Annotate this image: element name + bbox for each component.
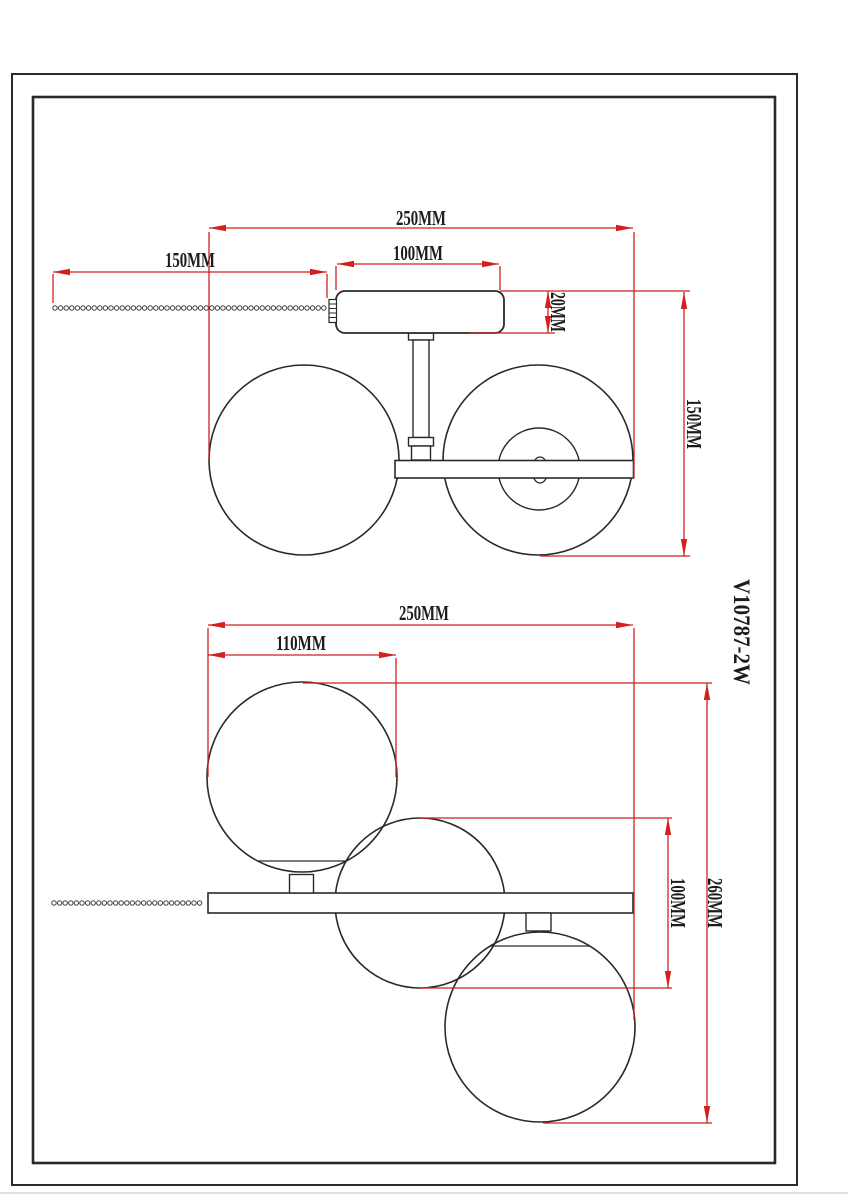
chain-bead: [226, 306, 230, 310]
chain-bead: [282, 306, 286, 310]
chain-bead: [147, 901, 151, 905]
chain-bead: [91, 901, 95, 905]
chain-bead: [271, 306, 275, 310]
chain-bead: [53, 306, 57, 310]
globe-top-outline: [207, 682, 397, 872]
chain-bead: [169, 901, 173, 905]
chain-bead: [119, 901, 123, 905]
chain-bead: [159, 306, 163, 310]
dim-250-label: 250MM: [396, 206, 447, 230]
chain-bead: [294, 306, 298, 310]
chain-bead: [108, 901, 112, 905]
pull-chain-side-view: [53, 306, 326, 310]
chain-bead: [299, 306, 303, 310]
chain-bead: [52, 901, 56, 905]
chain-bead: [81, 306, 85, 310]
chain-bead: [182, 306, 186, 310]
chain-bead: [215, 306, 219, 310]
stem-bottom-flange: [409, 438, 434, 447]
dim-150-label: 150MM: [165, 248, 216, 272]
chain-bead: [305, 306, 309, 310]
front-view-dimensions: [208, 601, 727, 1123]
side-view-dimensions: [53, 206, 706, 556]
pull-switch-connector: [329, 300, 337, 323]
chain-bead: [198, 306, 202, 310]
dim-100-label: 100MM: [393, 241, 444, 265]
chain-bead: [158, 901, 162, 905]
chain-bead: [86, 306, 90, 310]
chain-bead: [69, 901, 73, 905]
chain-bead: [125, 901, 129, 905]
chain-bead: [70, 306, 74, 310]
chain-bead: [186, 901, 190, 905]
chain-bead: [322, 306, 326, 310]
chain-bead: [316, 306, 320, 310]
chain-bead: [85, 901, 89, 905]
chain-bead: [63, 901, 67, 905]
chain-bead: [193, 306, 197, 310]
dim-100b-label: 100MM: [666, 878, 690, 950]
chain-bead: [170, 306, 174, 310]
chain-bead: [164, 901, 168, 905]
chain-bead: [154, 306, 158, 310]
chain-bead: [175, 901, 179, 905]
chain-bead: [57, 901, 61, 905]
chain-bead: [243, 306, 247, 310]
chain-bead: [102, 901, 106, 905]
chain-bead: [113, 901, 117, 905]
chain-bead: [109, 306, 113, 310]
stem-top-flange: [409, 333, 434, 340]
globe-bottom-outline: [445, 932, 635, 1122]
chain-bead: [136, 901, 140, 905]
dim-20-label: 20MM: [546, 292, 570, 353]
chain-bead: [266, 306, 270, 310]
chain-bead: [148, 306, 152, 310]
chain-bead: [249, 306, 253, 310]
chain-bead: [221, 306, 225, 310]
chain-bead: [58, 306, 62, 310]
dim-250b-label: 250MM: [399, 601, 450, 625]
chain-bead: [97, 901, 101, 905]
chain-bead: [75, 306, 79, 310]
wall-bar: [208, 893, 633, 913]
globe-top-stem: [290, 875, 314, 894]
chain-bead: [92, 306, 96, 310]
chain-bead: [130, 901, 134, 905]
dim-150v-label: 150MM: [682, 399, 706, 471]
dim-110-label: 110MM: [276, 631, 327, 655]
chain-bead: [232, 306, 236, 310]
pull-chain-front-view: [52, 901, 202, 905]
chain-bead: [210, 306, 214, 310]
chain-bead: [192, 901, 196, 905]
chain-bead: [120, 306, 124, 310]
chain-bead: [137, 306, 141, 310]
chain-bead: [165, 306, 169, 310]
chain-bead: [181, 901, 185, 905]
chain-bead: [187, 306, 191, 310]
chain-bead: [310, 306, 314, 310]
chain-bead: [197, 901, 201, 905]
stem-collar: [412, 446, 431, 460]
stem-pipe: [413, 340, 429, 438]
chain-bead: [80, 901, 84, 905]
chain-bead: [142, 306, 146, 310]
chain-bead: [254, 306, 258, 310]
chain-bead: [153, 901, 157, 905]
front-view: [52, 682, 635, 1122]
chain-bead: [74, 901, 78, 905]
chain-bead: [176, 306, 180, 310]
globe-left-outline: [209, 365, 399, 555]
chain-bead: [260, 306, 264, 310]
chain-bead: [288, 306, 292, 310]
chain-bead: [64, 306, 68, 310]
chain-bead: [126, 306, 130, 310]
chain-bead: [204, 306, 208, 310]
chain-bead: [238, 306, 242, 310]
connector-housing: [329, 300, 337, 323]
mounting-arm: [395, 461, 634, 479]
chain-bead: [98, 306, 102, 310]
globe-bottom-stem: [526, 913, 551, 931]
chain-bead: [141, 901, 145, 905]
chain-bead: [114, 306, 118, 310]
canopy-body: [336, 291, 504, 333]
part-number-label: V10787-2W: [729, 579, 754, 696]
chain-bead: [277, 306, 281, 310]
dim-260-label: 260MM: [703, 878, 727, 950]
chain-bead: [131, 306, 135, 310]
chain-bead: [103, 306, 107, 310]
